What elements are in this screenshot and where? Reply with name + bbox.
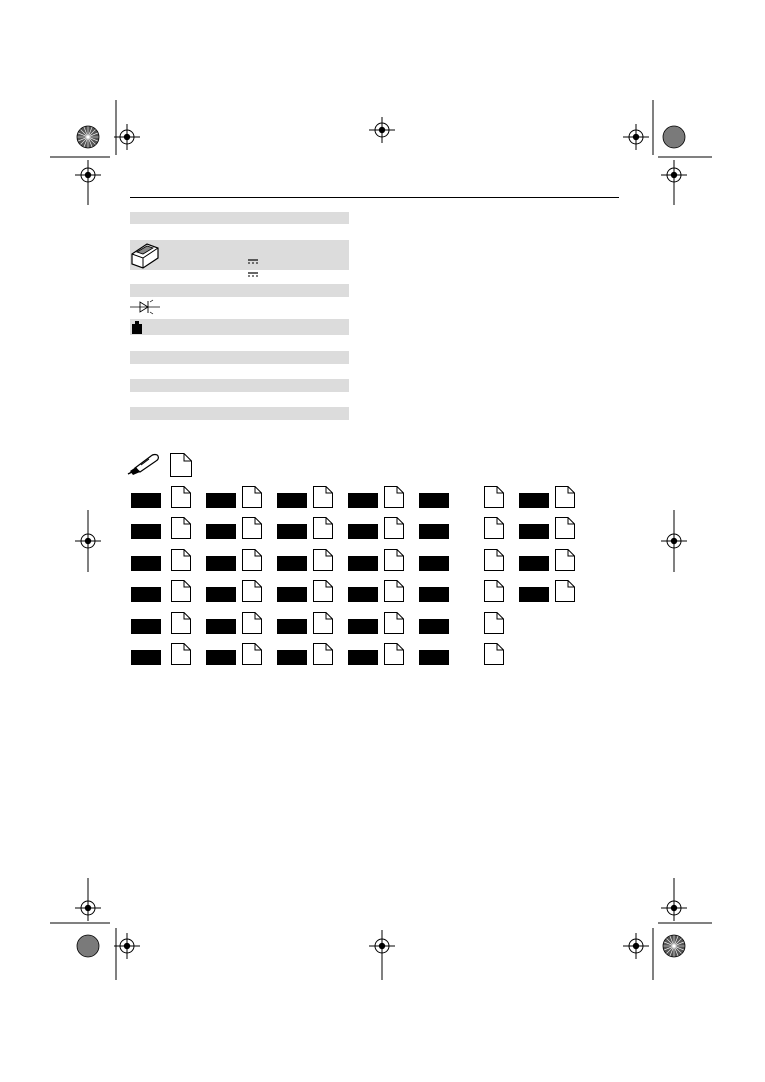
- accessory-cell-r4-c5-label-block: [419, 587, 449, 602]
- blank-page-icon: [555, 549, 575, 571]
- accessory-cell-r1-c2-label-block: [206, 493, 236, 508]
- blank-page-icon: [484, 580, 504, 602]
- accessory-cell-r2-c5-label-block: [419, 524, 449, 539]
- accessory-cell-r5-c1-label-block: [131, 619, 161, 634]
- table-band-7: [130, 407, 349, 420]
- weight-icon: [131, 320, 143, 334]
- blank-page-icon: [384, 517, 404, 539]
- blank-page-icon: [313, 643, 333, 665]
- accessory-cell-r5-c5-label-block: [419, 619, 449, 634]
- blank-page-icon: [242, 549, 262, 571]
- accessory-cell-r6-c3-label-block: [277, 650, 307, 665]
- accessory-cell-r4-c4-label-block: [348, 587, 378, 602]
- blank-page-icon: [384, 549, 404, 571]
- accessory-cell-r2-c6-label-block: [519, 524, 549, 539]
- accessory-cell-r6-c1-label-block: [131, 650, 161, 665]
- accessory-cell-r1-c1-label-block: [131, 493, 161, 508]
- accessory-cell-r3-c6-label-block: [519, 556, 549, 571]
- blank-page-icon: [242, 643, 262, 665]
- blank-page-icon: [170, 453, 192, 477]
- accessory-cell-r2-c2-label-block: [206, 524, 236, 539]
- blank-page-icon: [171, 549, 191, 571]
- accessory-cell-r4-c2-label-block: [206, 587, 236, 602]
- blank-page-icon: [171, 580, 191, 602]
- table-band-6: [130, 379, 349, 392]
- blank-page-icon: [313, 517, 333, 539]
- battery-charger-icon: [129, 240, 161, 270]
- accessory-cell-r6-c4-label-block: [348, 650, 378, 665]
- blank-page-icon: [242, 580, 262, 602]
- table-band-charger: [130, 240, 349, 270]
- blank-page-icon: [555, 517, 575, 539]
- accessory-cell-r3-c4-label-block: [348, 556, 378, 571]
- accessory-cell-r1-c6-label-block: [519, 493, 549, 508]
- blank-page-icon: [242, 486, 262, 508]
- accessory-cell-r5-c4-label-block: [348, 619, 378, 634]
- accessory-cell-r4-c3-label-block: [277, 587, 307, 602]
- accessory-cell-r6-c2-label-block: [206, 650, 236, 665]
- blank-page-icon: [171, 612, 191, 634]
- accessory-cell-r1-c3-label-block: [277, 493, 307, 508]
- blank-page-icon: [555, 486, 575, 508]
- blank-page-icon: [171, 643, 191, 665]
- accessory-cell-r4-c6-label-block: [519, 587, 549, 602]
- table-band-3: [130, 284, 349, 297]
- blank-page-icon: [384, 486, 404, 508]
- multi-cutter-tool-icon: [127, 450, 161, 476]
- blank-page-icon: [555, 580, 575, 602]
- blank-page-icon: [484, 517, 504, 539]
- blank-page-icon: [171, 517, 191, 539]
- direct-current-icon: [248, 272, 258, 277]
- table-band-weight: [130, 319, 349, 335]
- accessory-cell-r2-c3-label-block: [277, 524, 307, 539]
- blank-page-icon: [384, 643, 404, 665]
- accessory-cell-r1-c4-label-block: [348, 493, 378, 508]
- header-rule: [130, 197, 619, 198]
- accessory-cell-r5-c3-label-block: [277, 619, 307, 634]
- blank-page-icon: [384, 612, 404, 634]
- accessory-cell-r3-c5-label-block: [419, 556, 449, 571]
- table-band-1: [130, 212, 349, 224]
- blank-page-icon: [242, 517, 262, 539]
- blank-page-icon: [313, 486, 333, 508]
- direct-current-icon: [248, 259, 258, 264]
- accessory-cell-r1-c5-label-block: [419, 493, 449, 508]
- blank-page-icon: [484, 643, 504, 665]
- accessory-cell-r5-c2-label-block: [206, 619, 236, 634]
- blank-page-icon: [313, 580, 333, 602]
- blank-page-icon: [171, 486, 191, 508]
- protection-class-icon: [130, 299, 160, 315]
- accessory-cell-r2-c1-label-block: [131, 524, 161, 539]
- accessory-cell-r3-c3-label-block: [277, 556, 307, 571]
- accessory-cell-r6-c5-label-block: [419, 650, 449, 665]
- blank-page-icon: [484, 612, 504, 634]
- blank-page-icon: [384, 580, 404, 602]
- blank-page-icon: [313, 549, 333, 571]
- blank-page-icon: [484, 486, 504, 508]
- table-band-5: [130, 351, 349, 364]
- accessory-cell-r3-c1-label-block: [131, 556, 161, 571]
- blank-page-icon: [242, 612, 262, 634]
- accessory-cell-r2-c4-label-block: [348, 524, 378, 539]
- accessory-cell-r4-c1-label-block: [131, 587, 161, 602]
- accessory-cell-r3-c2-label-block: [206, 556, 236, 571]
- blank-page-icon: [313, 612, 333, 634]
- blank-page-icon: [484, 549, 504, 571]
